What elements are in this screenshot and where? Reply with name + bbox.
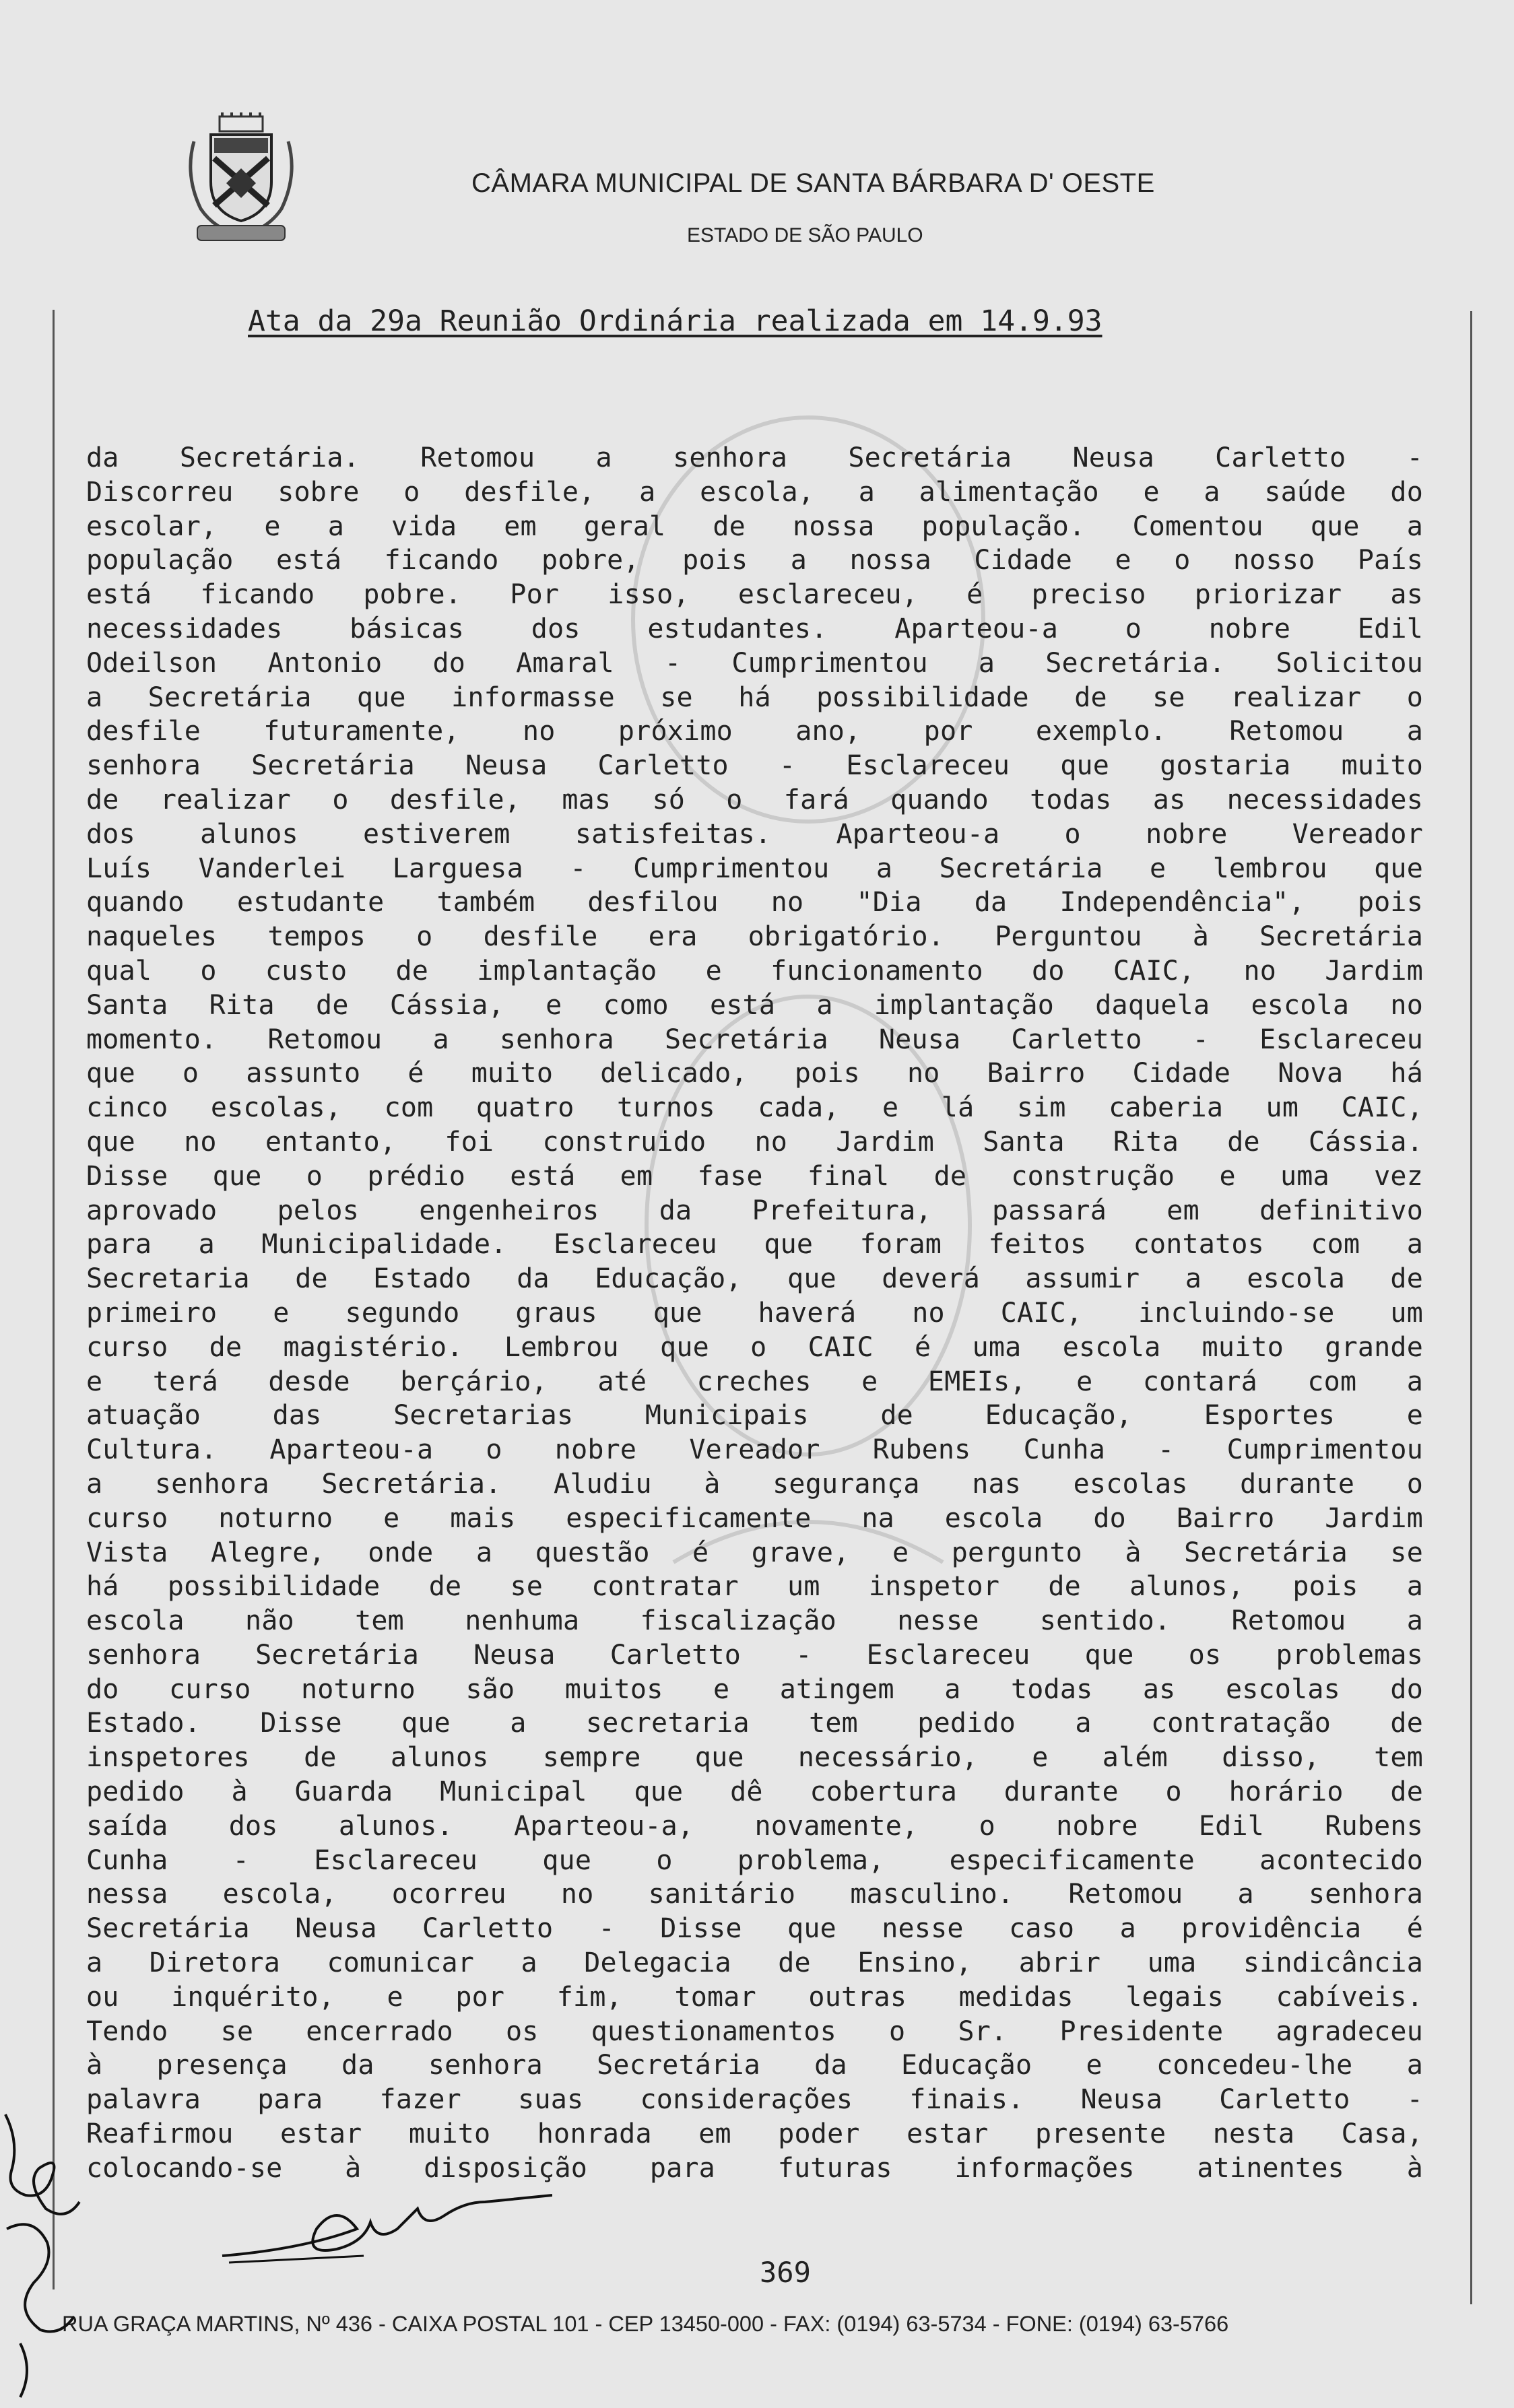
text-line: saída dos alunos. Aparteou-a, novamente, o nobre Edil Rubens [86,1810,1423,1842]
municipal-coat-of-arms-icon [180,111,302,253]
text-line: Odeilson Antonio do Amaral - Cumprimentou a Secretária. Solicitou [86,647,1423,679]
text-line: Reafirmou estar muito honrada em poder estar presente nesta Casa, [86,2118,1423,2150]
text-line: escola não tem nenhuma fiscalização nesse sentido. Retomou a [86,1605,1423,1637]
text-line: quando estudante também desfilou no "Dia da Independência", pois [86,887,1423,918]
text-line: cinco escolas, com quatro turnos cada, e lá sim caberia um CAIC, [86,1092,1423,1124]
text-line: a senhora Secretária. Aludiu à segurança nas escolas durante o [86,1468,1423,1500]
text-line: a Secretária que informasse se há possibilidade de se realizar o [86,681,1423,713]
text-line: nessa escola, ocorreu no sanitário masculino. Retomou a senhora [86,1879,1423,1910]
text-line: desfile futuramente, no próximo ano, por exemplo. Retomou a [86,716,1423,747]
footer-address: RUA GRAÇA MARTINS, Nº 436 - CAIXA POSTAL 101 - CEP 13450-000 - FAX: (0194) 63-5734 - FONE: (0194) 63-5766 [62,2312,1229,2336]
text-line: Secretária Neusa Carletto - Disse que nesse caso a providência é [86,1913,1423,1945]
text-line: do curso noturno são muitos e atingem a todas as escolas do [86,1673,1423,1705]
left-margin-rule [53,310,55,2289]
text-line: naqueles tempos o desfile era obrigatório. Perguntou à Secretária [86,921,1423,953]
text-line: Tendo se encerrado os questionamentos o Sr. Presidente agradeceu [86,2015,1423,2047]
text-line: Disse que o prédio está em fase final de construção e uma vez [86,1160,1423,1192]
text-line: dos alunos estiverem satisfeitas. Aparteou-a o nobre Vereador [86,818,1423,850]
text-line: de realizar o desfile, mas só o fará quando todas as necessidades [86,784,1423,815]
text-line: a Diretora comunicar a Delegacia de Ensino, abrir uma sindicância [86,1947,1423,1979]
text-line: está ficando pobre. Por isso, esclareceu, é preciso priorizar as [86,579,1423,611]
text-line: atuação das Secretarias Municipais de Educação, Esportes e [86,1400,1423,1432]
text-line: Cultura. Aparteou-a o nobre Vereador Rubens Cunha - Cumprimentou [86,1434,1423,1466]
text-line: primeiro e segundo graus que haverá no CAIC, incluindo-se um [86,1297,1423,1329]
text-line: aprovado pelos engenheiros da Prefeitura, passará em definitivo [86,1195,1423,1226]
state-name: ESTADO DE SÃO PAULO [687,224,923,246]
text-line: que no entanto, foi construido no Jardim Santa Rita de Cássia. [86,1126,1423,1158]
text-line: Luís Vanderlei Larguesa - Cumprimentou a Secretária e lembrou que [86,852,1423,884]
text-line: para a Municipalidade. Esclareceu que foram feitos contatos com a [86,1229,1423,1261]
right-margin-rule [1470,311,1472,2304]
text-line: momento. Retomou a senhora Secretária Neusa Carletto - Esclareceu [86,1024,1423,1055]
text-line: escolar, e a vida em geral de nossa população. Comentou que a [86,510,1423,542]
text-line: senhora Secretária Neusa Carletto - Esclareceu que os problemas [86,1639,1423,1671]
text-line: colocando-se à disposição para futuras informações atinentes à [86,2152,1423,2184]
text-line: pedido à Guarda Municipal que dê cobertura durante o horário de [86,1776,1423,1808]
page-number: 369 [760,2256,811,2289]
text-line: há possibilidade de se contratar um inspetor de alunos, pois a [86,1571,1423,1603]
text-line: necessidades básicas dos estudantes. Aparteou-a o nobre Edil [86,613,1423,644]
text-line: Santa Rita de Cássia, e como está a implantação daquela escola no [86,989,1423,1021]
text-line: Vista Alegre, onde a questão é grave, e pergunto à Secretária se [86,1537,1423,1568]
signature-left-margin-icon [0,2101,94,2408]
text-line: Cunha - Esclareceu que o problema, especificamente acontecido [86,1844,1423,1876]
minutes-body-text [86,441,1423,2186]
text-line: da Secretária. Retomou a senhora Secretária Neusa Carletto - [86,442,1423,473]
text-line: Estado. Disse que a secretaria tem pedido a contratação de [86,1708,1423,1739]
text-line: Secretaria de Estado da Educação, que deverá assumir a escola de [86,1263,1423,1295]
text-line: senhora Secretária Neusa Carletto - Esclareceu que gostaria muito [86,750,1423,782]
text-line: ou inquérito, e por fim, tomar outras medidas legais cabíveis. [86,1981,1423,2013]
signature-bottom-icon [202,2188,552,2269]
text-line: curso de magistério. Lembrou que o CAIC é uma escola muito grande [86,1331,1423,1363]
text-line: palavra para fazer suas considerações finais. Neusa Carletto - [86,2084,1423,2116]
text-line: que o assunto é muito delicado, pois no Bairro Cidade Nova há [86,1058,1423,1090]
institution-name: CÂMARA MUNICIPAL DE SANTA BÁRBARA D' OESTE [471,168,1155,198]
document-title: Ata da 29a Reunião Ordinária realizada em 14.9.93 [248,304,1102,338]
text-line: população está ficando pobre, pois a nossa Cidade e o nosso País [86,545,1423,576]
text-line: qual o custo de implantação e funcionamento do CAIC, no Jardim [86,955,1423,986]
text-line: curso noturno e mais especificamente na escola do Bairro Jardim [86,1502,1423,1534]
text-line: inspetores de alunos sempre que necessário, e além disso, tem [86,1742,1423,1774]
text-line: Discorreu sobre o desfile, a escola, a alimentação e a saúde do [86,476,1423,508]
text-line: e terá desde berçário, até creches e EMEIs, e contará com a [86,1366,1423,1397]
text-line: à presença da senhora Secretária da Educação e concedeu-lhe a [86,2050,1423,2081]
